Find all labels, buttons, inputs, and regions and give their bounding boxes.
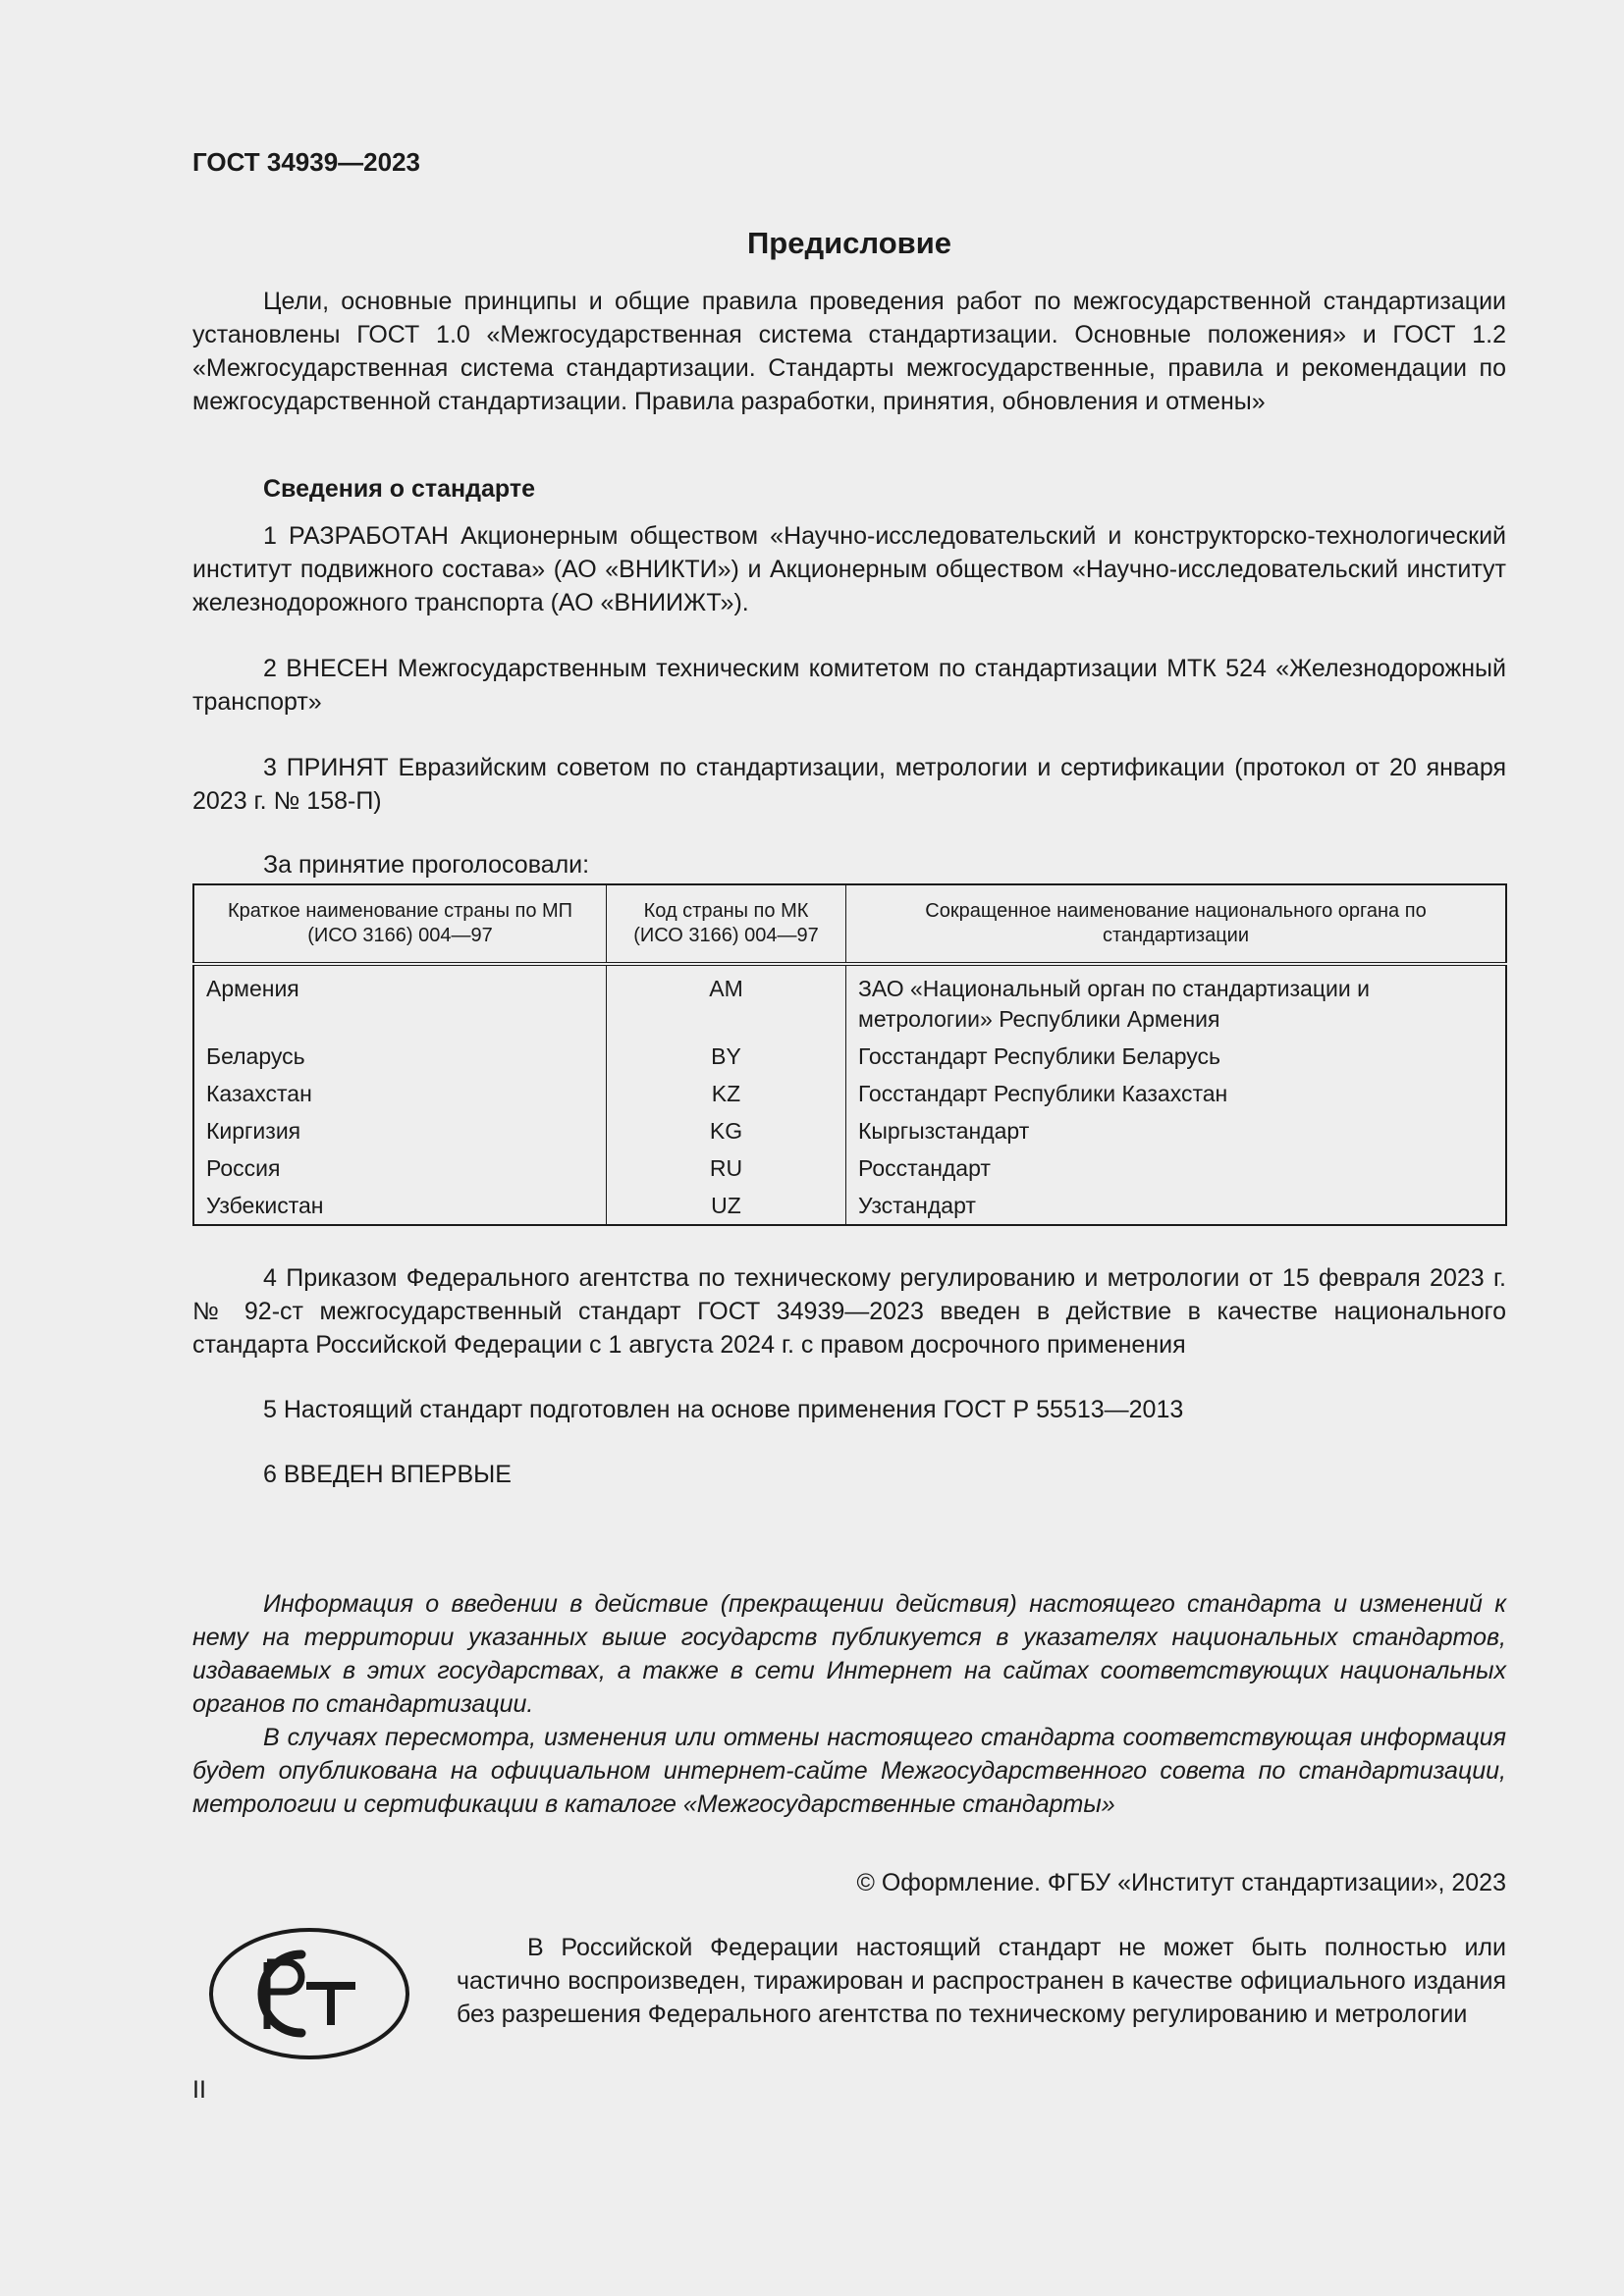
votes-table <box>192 883 1507 1226</box>
body-cell: Росстандарт <box>846 1149 1507 1187</box>
country-cell: Киргизия <box>193 1112 607 1149</box>
table-row <box>193 1149 1506 1187</box>
table-row <box>193 1112 1506 1149</box>
body-cell: Госстандарт Республики Казахстан <box>846 1075 1507 1112</box>
body-cell: Кыргызстандарт <box>846 1112 1507 1149</box>
country-cell: Казахстан <box>193 1075 607 1112</box>
code-cell: BY <box>607 1038 846 1075</box>
code-cell: KG <box>607 1112 846 1149</box>
body-cell: Госстандарт Республики Беларусь <box>846 1038 1507 1075</box>
code-cell: KZ <box>607 1075 846 1112</box>
body-cell: Узстандарт <box>846 1187 1507 1225</box>
item-developed: 1 РАЗРАБОТАН Акционерным обществом «Научно-исследовательский и конструкторско-технологический институт подвижного состава» (АО «ВНИКТИ») и Акционерным обществом «Научно-исследовательский институт железнодорожного транспорта (АО «ВНИИЖТ»). <box>192 522 1506 616</box>
code-cell: UZ <box>607 1187 846 1225</box>
section-heading: Сведения о стандарте <box>263 475 536 503</box>
item-submitted: 2 ВНЕСЕН Межгосударственным техническим комитетом по стандартизации МТК 524 «Железнодорожный транспорт» <box>192 655 1506 716</box>
rst-certification-mark-icon <box>208 1927 410 2060</box>
legal-notice: В Российской Федерации настоящий стандарт не может быть полностью или частично воспроизведен, тиражирован и распространен в качестве официального издания без разрешения Федерального агентства по техническому регулированию и метрологии <box>457 1934 1506 2028</box>
code-cell: AM <box>607 964 846 1038</box>
table-row <box>193 964 1506 1038</box>
document-code: ГОСТ 34939—2023 <box>192 147 420 177</box>
votes-caption: За принятие проголосовали: <box>263 851 590 879</box>
page-title: Предисловие <box>746 226 951 260</box>
column-header-body: Сокращенное наименование национального органа по стандартизации <box>846 884 1507 964</box>
votes-table-header <box>193 884 1506 964</box>
intro-paragraph: Цели, основные принципы и общие правила проведения работ по межгосударственной стандартизации установлены ГОСТ 1.0 «Межгосударственная система стандартизации. Основные положения» и ГОСТ 1.2 «Межгосударственная система стандартизации. Стандарты межгосударственные, правила и рекомендации по межгосударственной стандартизации. Правила разработки, принятия, обновления и отмены» <box>192 288 1506 415</box>
item-basis: 5 Настоящий стандарт подготовлен на основе применения ГОСТ Р 55513—2013 <box>263 1396 1184 1423</box>
code-cell: RU <box>607 1149 846 1187</box>
item-introduced: 6 ВВЕДЕН ВПЕРВЫЕ <box>263 1461 512 1488</box>
notice-paragraph: В случаях пересмотра, изменения или отмены настоящего стандарта соответствующая информация будет опубликована на официальном интернет-сайте Межгосударственного совета по стандартизации, метрологии и сертификации в каталоге «Межгосударственные стандарты» <box>192 1724 1506 1818</box>
country-cell: Узбекистан <box>193 1187 607 1225</box>
column-header-country: Краткое наименование страны по МП (ИСО 3166) 004—97 <box>193 884 607 964</box>
distribution-notice <box>192 1587 1506 1821</box>
column-header-code: Код страны по МК (ИСО 3166) 004—97 <box>607 884 846 964</box>
notice-paragraph: Информация о введении в действие (прекращении действия) настоящего стандарта и изменений к нему на территории указанных выше государств публикуется в указателях национальных стандартов, издаваемых в этих государствах, а также в сети Интернет на сайтах соответствующих национальных органов по стандартизации. <box>192 1590 1506 1718</box>
table-row <box>193 1038 1506 1075</box>
item-adopted: 3 ПРИНЯТ Евразийским советом по стандартизации, метрологии и сертификации (протокол от 20 января 2023 г. № 158-П) <box>192 754 1506 815</box>
country-cell: Россия <box>193 1149 607 1187</box>
copyright-line: © Оформление. ФГБУ «Институт стандартизации», 2023 <box>856 1869 1506 1896</box>
country-cell: Беларусь <box>193 1038 607 1075</box>
country-cell: Армения <box>193 964 607 1038</box>
page-number: II <box>192 2076 206 2104</box>
table-row <box>193 1075 1506 1112</box>
table-row <box>193 1187 1506 1225</box>
body-cell: ЗАО «Национальный орган по стандартизации и метрологии» Республики Армения <box>846 964 1507 1038</box>
item-enacted: 4 Приказом Федерального агентства по техническому регулированию и метрологии от 15 февраля 2023 г. № 92-ст межгосударственный стандарт ГОСТ 34939—2023 введен в действие в качестве национального стандарта Российской Федерации с 1 августа 2024 г. с правом досрочного применения <box>192 1264 1506 1359</box>
